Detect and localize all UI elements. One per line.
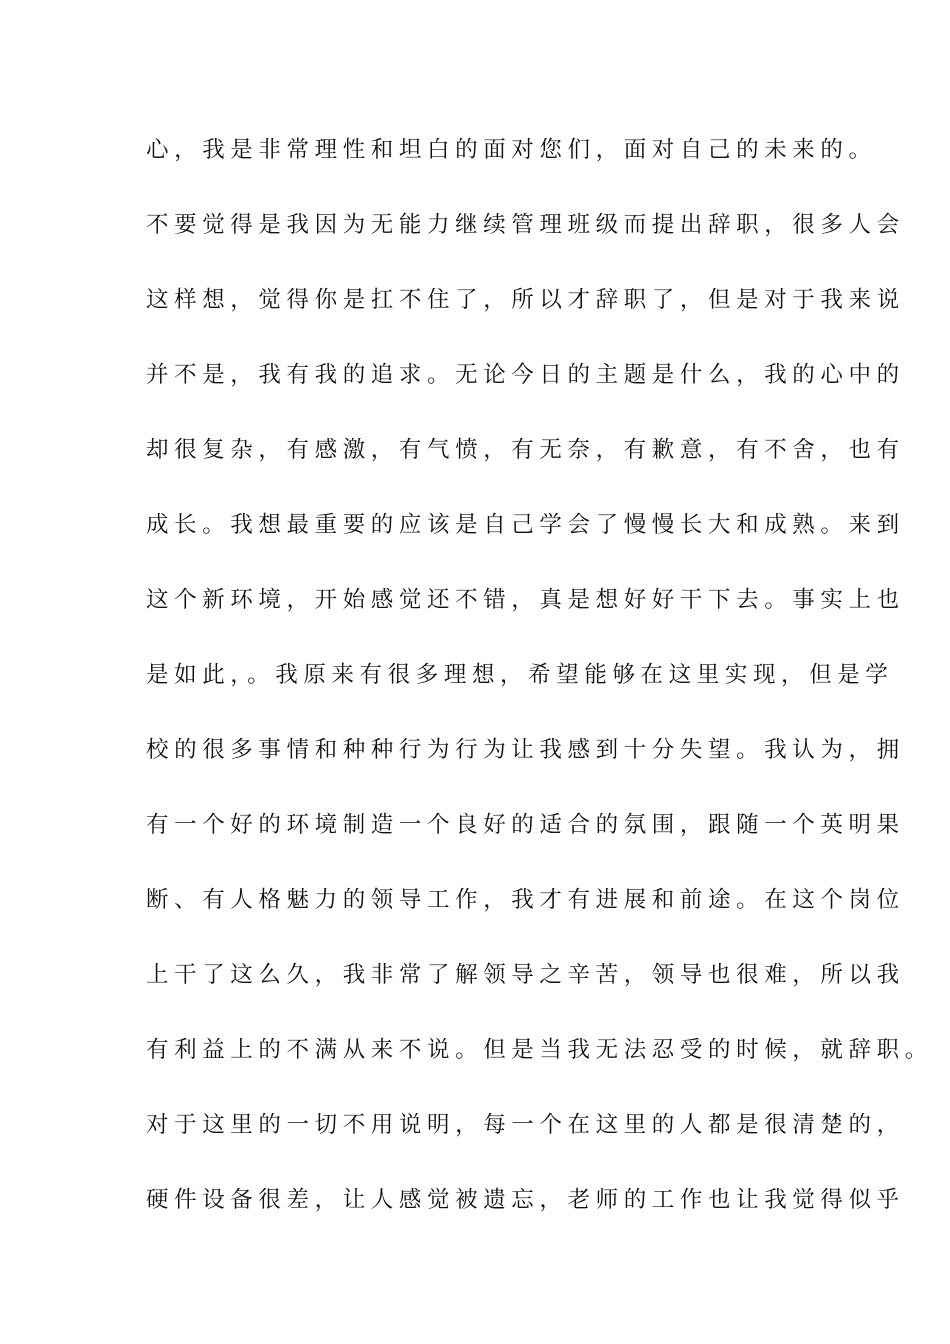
text-line: 却很复杂，有感激，有气愤，有无奈，有歉意，有不舍，也有 — [146, 437, 905, 463]
text-line: 有一个好的环境制造一个良好的适合的氛围，跟随一个英明果 — [146, 812, 905, 838]
text-line: 成长。我想最重要的应该是自己学会了慢慢长大和成熟。来到 — [146, 512, 905, 538]
text-line: 硬件设备很差，让人感觉被遗忘，老师的工作也让我觉得似乎 — [146, 1187, 905, 1213]
text-line: 这样想，觉得你是扛不住了，所以才辞职了，但是对于我来说 — [146, 287, 905, 313]
text-line: 不要觉得是我因为无能力继续管理班级而提出辞职，很多人会 — [146, 212, 905, 238]
text-line: 上干了这么久，我非常了解领导之辛苦，领导也很难，所以我 — [146, 962, 905, 988]
text-line: 这个新环境，开始感觉还不错，真是想好好干下去。事实上也 — [146, 587, 905, 613]
text-line: 断、有人格魅力的领导工作，我才有进展和前途。在这个岗位 — [146, 887, 905, 913]
text-line: 是如此，。我原来有很多理想，希望能够在这里实现，但是学 — [146, 662, 894, 688]
text-line: 有利益上的不满从来不说。但是当我无法忍受的时候，就辞职。 — [146, 1037, 933, 1063]
text-line: 并不是，我有我的追求。无论今日的主题是什么，我的心中的 — [146, 362, 905, 388]
text-line: 对于这里的一切不用说明，每一个在这里的人都是很清楚的， — [146, 1112, 905, 1138]
text-line: 校的很多事情和种种行为行为让我感到十分失望。我认为，拥 — [146, 737, 905, 763]
text-line: 心，我是非常理性和坦白的面对您们，面对自己的未来的。 — [146, 137, 877, 163]
